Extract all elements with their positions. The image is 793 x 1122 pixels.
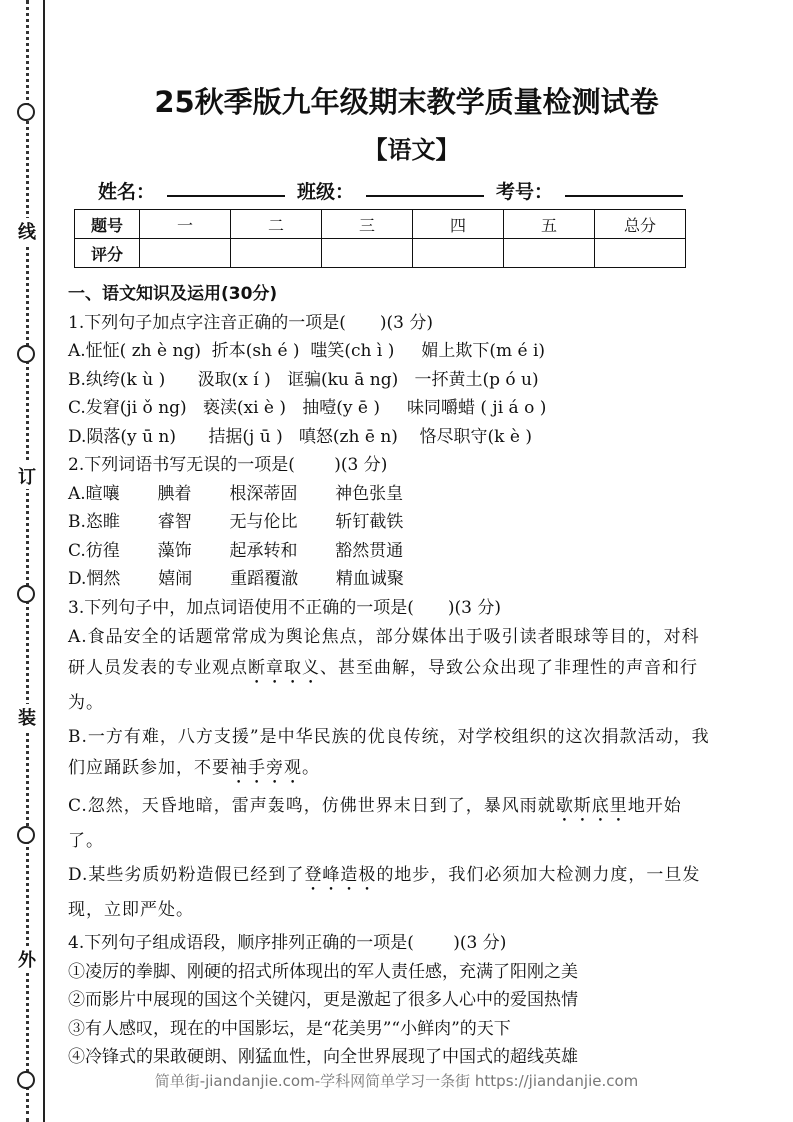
- option-d: [68, 860, 713, 926]
- option-text: 的地步，我们必须加大检测力度，一旦发现，立即严处。: [68, 865, 701, 920]
- option: A.怔怔( zh è ng) 折本(sh é ) 嗤笑(ch ì ) 媚上欺下(m é i): [68, 341, 546, 361]
- sentence-item: ④冷锋式的果敢硬朗、刚猛血性，向全世界展现了中国式的超线英雄: [68, 1047, 578, 1067]
- question-stem: 2.下列词语书写无误的一项是( )(3 分): [68, 455, 388, 475]
- score-cell: [140, 239, 231, 268]
- option: C.彷徨 藻饰 起承转和 豁然贯通: [68, 540, 404, 561]
- binding-label: 订: [16, 463, 38, 489]
- binding-hole-icon: [17, 585, 35, 603]
- binding-label: 装: [16, 704, 38, 730]
- name-label: 姓名：: [98, 181, 156, 203]
- option-text: 。: [302, 758, 320, 778]
- table-header: 二: [231, 210, 322, 239]
- score-cell: [231, 239, 322, 268]
- binding-hole-icon: [17, 345, 35, 363]
- number-blank: [565, 177, 683, 197]
- option-a: [68, 622, 713, 719]
- class-label: 班级：: [297, 181, 355, 203]
- option: B.纨绔(k ù ) 汲取(x í ) 诓骗(ku ā ng) 一抔黄土(p ó u): [68, 369, 539, 390]
- option: C.发窘(ji ǒ ng) 亵渎(xi è ) 抽噎(y ē ) 味同嚼蜡 ( ji á o ): [68, 398, 547, 418]
- number-label: 考号：: [496, 181, 554, 203]
- score-table: [74, 209, 686, 268]
- class-blank: [366, 177, 484, 197]
- option-text: B.一方有难，八方支援”是中华民族的优良传统，对学校组织的这次捐款活动，我们应踊跃参加，不要: [68, 727, 710, 778]
- option-text: 地开始了。: [68, 796, 682, 851]
- option-text: 、甚至曲解，导致公众出现了非理性的声音和行为。: [68, 658, 698, 713]
- dotted-phrase: 歇斯底里: [555, 796, 628, 816]
- option: D.惘然 嬉闹 重蹈覆澈 精血诚聚: [68, 569, 404, 589]
- sentence-item: ①凌厉的拳脚、刚硬的招式所体现出的军人责任感，充满了阳刚之美: [68, 961, 578, 982]
- option-c: [68, 791, 713, 857]
- score-cell: [413, 239, 504, 268]
- table-header: 四: [413, 210, 504, 239]
- table-header: 五: [504, 210, 595, 239]
- sentence-item: ②而影片中展现的国这个关键闪，更是激起了很多人心中的爱国热情: [68, 990, 578, 1010]
- sentence-item: ③有人感叹，现在的中国影坛，是“花美男”“小鲜肉”的天下: [68, 1018, 511, 1039]
- name-blank: [167, 177, 285, 197]
- option-text: D.某些劣质奶粉造假已经到了: [68, 865, 305, 885]
- subject-title: 【语文】: [363, 135, 460, 164]
- dotted-phrase: 登峰造极: [304, 865, 377, 885]
- question-stem: 3.下列句子中，加点词语使用不正确的一项是( )(3 分): [68, 597, 501, 618]
- binding-hole-icon: [17, 826, 35, 844]
- score-cell: [595, 239, 686, 268]
- exam-body: [68, 280, 713, 1072]
- dotted-phrase: 断章取义: [248, 658, 320, 678]
- question-stem: 1.下列句子加点字注音正确的一项是( )(3 分): [68, 312, 433, 333]
- table-header: 一: [140, 210, 231, 239]
- option-text: C.忽然，天昏地暗，雷声轰鸣，仿佛世界末日到了，暴风雨就: [68, 796, 556, 816]
- score-cell: [322, 239, 413, 268]
- dotted-phrase: 袖手旁观: [230, 758, 302, 778]
- table-header: 总分: [595, 210, 686, 239]
- footer-watermark: 简单街-jiandanjie.com-学科网简单学习一条街 https://jiandanjie.com: [154, 1072, 639, 1090]
- option: D.陨落(y ū n) 拮据(j ū ) 嗔怒(zh ē n) 恪尽职守(k è ): [68, 426, 532, 447]
- binding-line: [43, 0, 45, 1122]
- table-header: 题号: [75, 210, 140, 239]
- option-text: A.食品安全的话题常常成为舆论焦点，部分媒体出于吸引读者眼球等目的，对科研人员发表的专业观点: [68, 627, 700, 678]
- binding-label: 外: [16, 946, 38, 972]
- table-header: 三: [322, 210, 413, 239]
- student-info: [98, 177, 683, 204]
- question-stem: 4.下列句子组成语段，顺序排列正确的一项是( )(3 分): [68, 933, 507, 953]
- page-title: 25秋季版九年级期末教学质量检测试卷: [154, 85, 659, 119]
- binding-label: 线: [16, 218, 38, 244]
- row-label: 评分: [75, 239, 140, 268]
- section-heading: 一、语文知识及运用(30分): [68, 284, 278, 304]
- option: A.暄嚷 腆着 根深蒂固 神色张皇: [68, 483, 404, 504]
- score-cell: [504, 239, 595, 268]
- option-b: [68, 722, 713, 788]
- option: B.恣睢 睿智 无与伦比 斩钉截铁: [68, 512, 404, 532]
